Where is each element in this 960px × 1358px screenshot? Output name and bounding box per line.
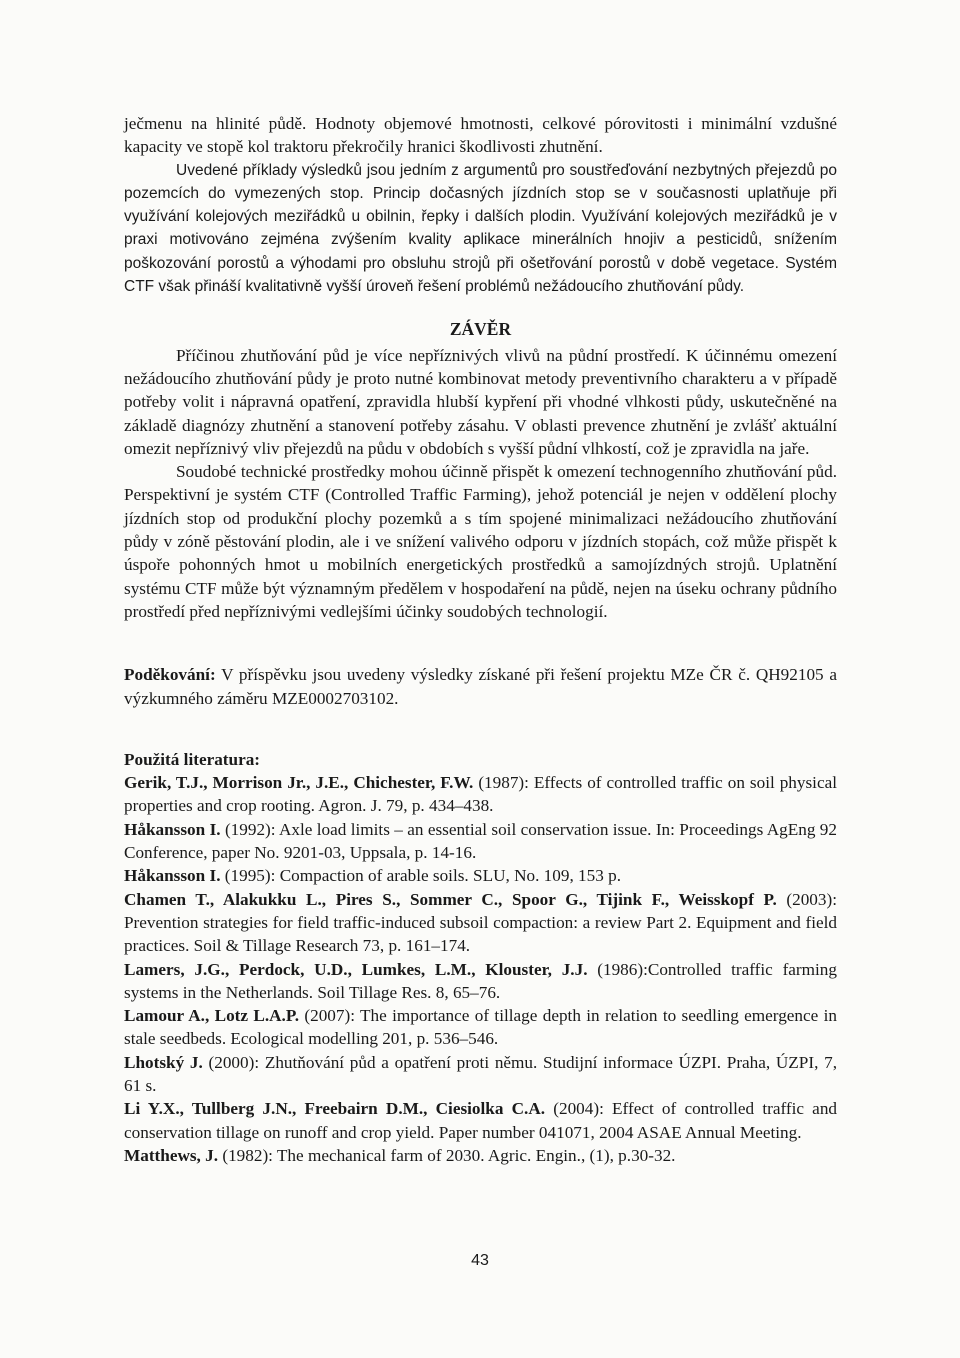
reference-list <box>124 771 837 1167</box>
reference-authors: Håkansson I. <box>124 819 221 839</box>
reference-text: (1992): Axle load limits – an essential soil conservation issue. In: Proceedings AgEng 92 Conference, paper No. 9201-03, Uppsala, p. 14-16. <box>124 819 837 863</box>
reference-text: (2003): Prevention strategies for field traffic-induced subsoil compaction: a review Part 2. Equipment and field practices. Soil & Tillage Research 73, p. 161–174. <box>124 889 837 956</box>
reference-text: (2007): The importance of tillage depth in relation to seedling emergence in stale seedbeds. Ecological modelling 201, p. 536–546. <box>124 1006 837 1049</box>
reference-authors: Matthews, J. <box>124 1145 219 1165</box>
reference-authors: Lamour A., Lotz L.A.P. <box>124 1006 300 1026</box>
reference-item <box>124 1144 837 1167</box>
page-number: 43 <box>471 1252 489 1269</box>
reference-item <box>124 888 837 958</box>
acknowledgement <box>124 663 837 710</box>
reference-text: (1987): Effects of controlled traffic on soil physical properties and crop rooting. Agron. J. 79, p. 434–438. <box>124 773 837 816</box>
reference-text: (1986):Controlled traffic farming systems in the Netherlands. Soil Tillage Res. 8, 65–76. <box>124 959 837 1002</box>
paragraph-tracks: Uvedené příklady výsledků jsou jedním z argumentů pro soustřeďování nezbytných přejezdů po pozemcích do vymezených stop. Princip dočasných jízdních stop se v současnosti uplatňuje při využívání kolejových meziřádků u obilnin, řepky i dalších plodin. Využívání kolejových meziřádků je v praxi motivováno zejména zvýšením kvality aplikace minerálních hnojiv a pesticidů, snížením poškozování porostů a výhodami pro obsluhu strojů při ošetřování porostů v době vegetace. Systém CTF však přináší kvalitativně vyšší úroveň řešení problémů nežádoucího zhutňování půdy. <box>124 161 837 296</box>
acknowledgement-text: V příspěvku jsou uvedeny výsledky získané při řešení projektu MZe ČR č. QH92105 a výzkumného záměru MZE0002703102. <box>124 665 837 708</box>
reference-authors: Håkansson I. <box>124 866 221 886</box>
reference-text: (1982): The mechanical farm of 2030. Agric. Engin., (1), p.30-32. <box>218 1145 676 1165</box>
reference-authors: Lamers, J.G., Perdock, U.D., Lumkes, L.M., Klouster, J.J. <box>124 959 588 979</box>
reference-authors: Chamen T., Alakukku L., Pires S., Sommer C., Spoor G., Tijink F., Weisskopf P. <box>124 889 777 909</box>
reference-authors: Gerik, T.J., Morrison Jr., J.E., Chichester, F.W. <box>124 773 474 793</box>
reference-item <box>124 1097 837 1144</box>
reference-item <box>124 958 837 1005</box>
reference-text: (2004): Effect of controlled traffic and conservation tillage on runoff and crop yield. Paper number 041071, 2004 ASAE Annual Meeting. <box>124 1099 838 1142</box>
reference-authors: Li Y.X., Tullberg J.N., Freebairn D.M., Ciesiolka C.A. <box>124 1099 546 1119</box>
page-content <box>124 112 837 1167</box>
reference-item <box>124 1004 837 1051</box>
reference-text: (2000): Zhutňování půd a opatření proti němu. Studijní informace ÚZPI. Praha, ÚZPI, 7, 61 s. <box>124 1052 837 1095</box>
paragraph-intro: ječmenu na hlinité půdě. Hodnoty objemové hmotnosti, celkové pórovitosti i minimální vzdušné kapacity ve stopě kol traktoru překročily hranici škodlivosti zhutnění. <box>124 114 837 157</box>
paragraph-conclusion-2: Soudobé technické prostředky mohou účinně přispět k omezení technogenního zhutňování půd. Perspektivní je systém CTF (Controlled Traffic Farming), jehož potenciál je nejen v oddělení plochy jízdních stop od produkční plochy pozemků a s tím spojené minimalizaci nežádoucího zhutňování půdy v zóně pěstování plodin, ale i ve snížení valivého odporu v jízdních stopách, což může přispět k úspoře pohonných hmot u mobilních energetických prostředků a samojízdných strojů. Uplatnění systému CTF může být významným předělem v hospodaření na půdě, nejen na úseku ochrany půdního prostředí před nepříznivými vedlejšími účinky soudobých technologií. <box>124 462 837 621</box>
paragraph-conclusion-1: Příčinou zhutňování půd je více nepříznivých vlivů na půdní prostředí. K účinnému omezení nežádoucího zhutňování půdy je proto nutné kombinovat metody preventivního charakteru a v případě potřeby volit i nápravná opatření, zpravidla hlubší kypření při vhodné vlhkosti půdy, uskutečněné na základě diagnózy zhutnění a stanovení potřeby zásahu. V oblasti prevence zhutnění je zvlášť aktuální omezit nepříznivý vliv přejezdů na půdu v obdobích s vyšší půdní vlhkostí, což je zpravidla na jaře. <box>124 345 837 458</box>
acknowledgement-label: Poděkování: <box>124 665 216 685</box>
reference-item <box>124 771 837 818</box>
reference-item <box>124 1051 837 1098</box>
reference-item <box>124 818 837 865</box>
reference-text: (1995): Compaction of arable soils. SLU, No. 109, 153 p. <box>220 866 622 886</box>
reference-authors: Lhotský J. <box>124 1052 203 1072</box>
reference-item <box>124 864 837 887</box>
section-heading-conclusion: ZÁVĚR <box>449 319 512 340</box>
literature-title: Použitá literatura: <box>124 749 261 769</box>
